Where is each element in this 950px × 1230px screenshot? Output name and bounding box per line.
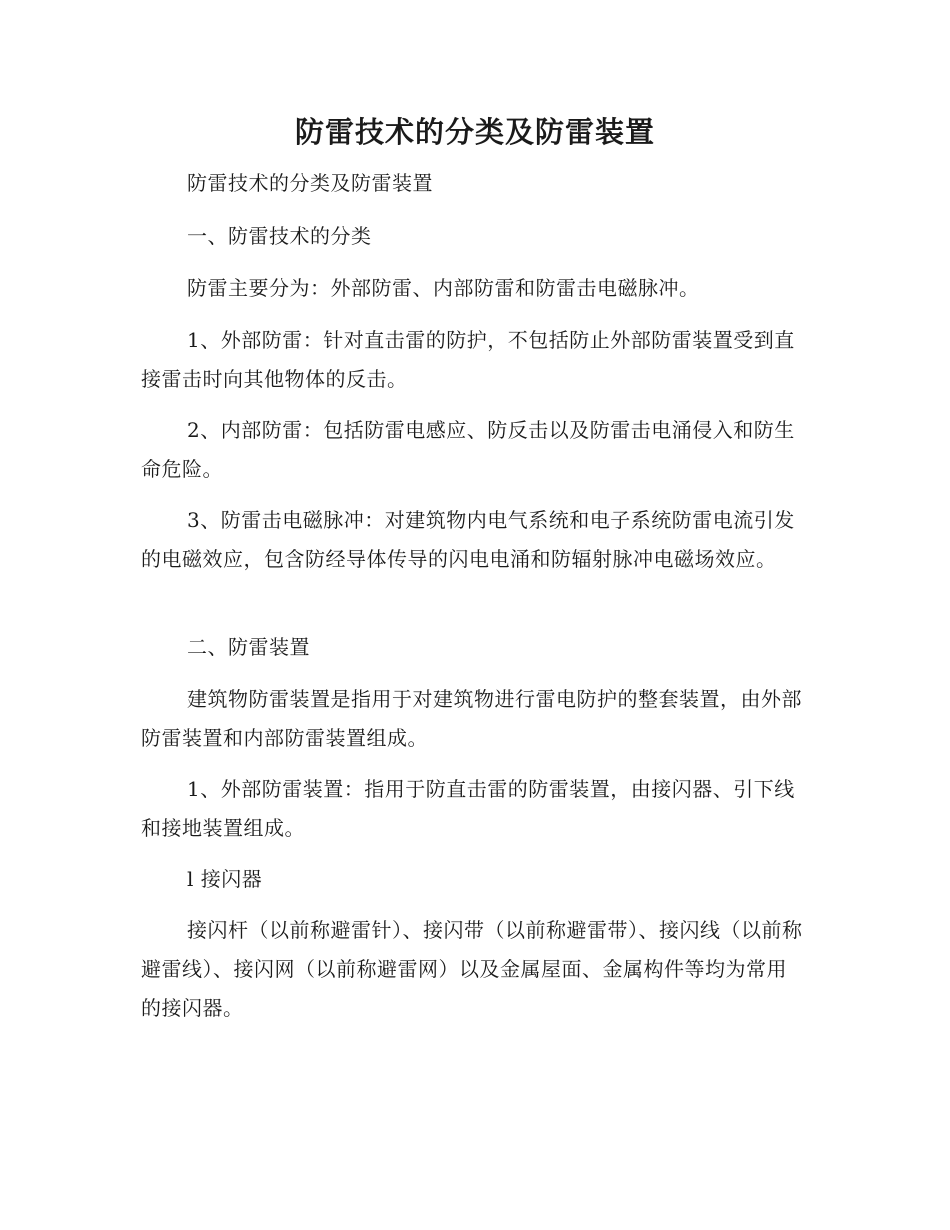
lemp-protection-item: 3、防雷击电磁脉冲：对建筑物内电气系统和电子系统防雷电流引发的电磁效应，包含防经导体传导的闪电电涌和防辐射脉冲电磁场效应。 — [141, 508, 795, 571]
internal-protection-item: 2、内部防雷：包括防雷电感应、防反击以及防雷击电涌侵入和防生命危险。 — [141, 418, 795, 481]
section-heading-2: 二、防雷装置 — [187, 635, 310, 659]
external-protection-item: 1、外部防雷：针对直击雷的防护，不包括防止外部防雷装置受到直接雷击时向其他物体的反击。 — [141, 328, 795, 391]
section-heading-1: 一、防雷技术的分类 — [187, 224, 372, 248]
document-title: 防雷技术的分类及防雷装置 — [294, 115, 655, 149]
subtitle-paragraph: 防雷技术的分类及防雷装置 — [187, 171, 433, 195]
air-terminal-heading: l 接闪器 — [187, 867, 263, 891]
device-intro-paragraph: 建筑物防雷装置是指用于对建筑物进行雷电防护的整套装置，由外部防雷装置和内部防雷装置组成。 — [141, 687, 802, 750]
air-terminal-paragraph: 接闪杆（以前称避雷针）、接闪带（以前称避雷带）、接闪线（以前称避雷线）、接闪网（以前称避雷网）以及金属屋面、金属构件等均为常用的接闪器。 — [141, 918, 803, 1020]
external-device-item: 1、外部防雷装置：指用于防直击雷的防雷装置，由接闪器、引下线和接地装置组成。 — [141, 777, 795, 840]
intro-paragraph: 防雷主要分为：外部防雷、内部防雷和防雷击电磁脉冲。 — [187, 276, 700, 300]
